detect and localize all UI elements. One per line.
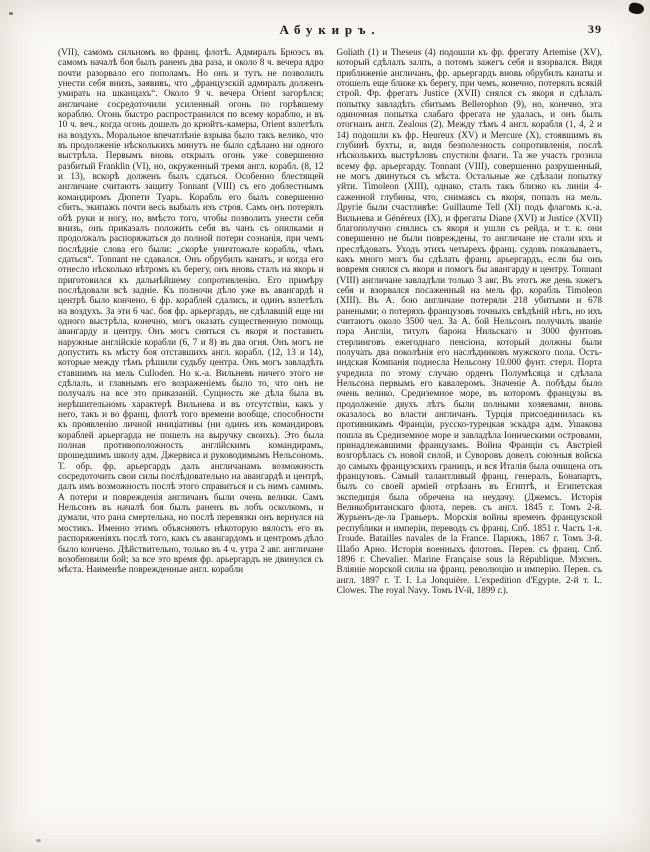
running-head	[58, 22, 602, 40]
text-columns	[58, 48, 602, 838]
scan-speck-bottom-left	[36, 839, 41, 842]
scan-speck-top-left	[9, 12, 13, 15]
right-column-text: Goliath (1) и Theseus (4) подошли къ фр. фрегату Artemise (XV), который сдѣлалъ залпъ, а потомъ зажегъ себя и взорвался. Видя приближеніе англичанъ, фр. арьергардъ вновь обрубилъ канаты и отошелъ еще ближе къ берегу, при чемъ, конечно, потерялъ всякій строй. Фр. фрегатъ Justice (XVII) снялся съ якоря и сдѣлалъ попытку завладѣть сбитымъ Bellerophon (9), но, конечно, эта одиночная попытка слабаго фрегата не удалась, и онъ былъ отогнанъ англ. Zealous (2). Между тѣмъ 4 англ. корабля (1, 4, 2 и 14) подошли къ фр. Heureux (XV) и Mercure (X), стоявшимъ въ глубинѣ бухты, и, видя безполезность сопротивленія, послѣ нѣсколькихъ выстрѣловъ спустили флаги. Та же участь грозила всему фр. арьергарду. Tonnant (VIII), совершенно разрушенный, не могъ двинуться съ мѣста. Остальные же сдѣлали попытку уйти. Timoleon (XIII), однако, сталъ такъ близко къ линіи 4-саженной глубины, что, снимаясь съ якоря, попалъ на мель. Другіе были счастливѣе: Guillaume Tell (XI) подъ флагомъ к.-а. Вильнева и Généreux (IX), и фрегаты Diane (XVI) и Justice (XVII) благополучно снялись съ якоря и ушли съ рейда, и т. к. они совершенно не были повреждены, то англичане не стали ихъ и преслѣдовать. Уходъ этихъ четырехъ франц. судовъ показываетъ, какъ много могъ бы сдѣлать франц. арьергардъ, если бы онъ вовремя снялся съ якоря и помогъ бы авангарду и центру. Tonnant (VIII) англичане завладѣли только 3 авг. Въ этотъ же день зажегъ себя и взорвался посаженный на мель фр. корабль Timoleon (XIII). Въ А. бою англичане потеряли 218 убитыми и 678 ранеными; о потеряхъ французовъ точныхъ свѣдѣній нѣтъ, но ихъ считаютъ около 3500 чел. За А. бой Нельсонъ получилъ званіе пэра Англіи, титулъ барона Нильскаго и 3000 фунтовъ стерлинговъ ежегоднаго пенсіона, который должны были получать два поколѣнія его наслѣдниковъ мужского пола. Остъ-индская Компанія поднесла Нельсону 10.000 фунт. стерл. Порта учредила по этому случаю орденъ Полумѣсяца и сдѣлала Нельсона первымъ его кавалеромъ. Значеніе А. побѣды было очень велико. Средиземное море, въ которомъ французы въ продолженіе двухъ лѣтъ были полными хозяевами, вновь оказалось во власти англичанъ. Турція присоединилась къ противникамъ Франціи, русско-турецкая эскадра адм. Ушакова пошла въ Средиземное море и завладѣла Іоническими островами, принадлежавшими французамъ. Война Франціи съ Австріей возгорѣлась съ новой силой, и Суворовъ довелъ союзныя войска до самыхъ французскихъ границъ, и вся Италія была очищена отъ французовъ. Самый талантливый франц. генералъ, Бонапартъ, былъ со своей арміей отрѣзанъ въ Египтѣ, и Египетская экспедиція была обречена на неудачу. (Джемсъ. Исторія Великобританскаго флота, перев. съ англ. 1845 г. Томъ 2-й. Журьенъ-де-ла Гравьеръ. Морскія войны временъ французской республики и имперіи, переводъ съ франц. Спб. 1851 г. Часть 1-я. Troude. Batailles navales de la France. Парижъ, 1867 г. Томъ 3-й. Шабо Арно. Исторія военныхъ флотовъ. Перев. съ франц. Спб. 1896 г. Chevalier. Marine Française sous la République. Мэхэнъ. Вліяніе морской силы на франц. революцію и имперію. Перев. съ англ. 1897 г. Т. I. La Jonquière. L'expedition d'Egypte. 2-й т. L. Clowes. The royal Navy. Томъ IV-й, 1899 г.).	[336, 48, 602, 596]
scan-blot-top-right	[628, 2, 645, 16]
page-number: 39	[588, 22, 602, 36]
left-column-text: (VII), самомъ сильномъ во франц. флотѣ. Адмиралъ Брюэсъ въ самомъ началѣ боя былъ раненъ два раза, и около 8 ч. вечера ядро почти разорвало его пополамъ. Но онъ и тутъ не позволилъ унести себя внизъ, заявивъ, что „французскій адмиралъ долженъ умирать на шканцахъ“. Около 9 ч. вечера Orient загорѣлся; англичане сосредоточили усиленный огонь по горѣвшему кораблю. Огонь быстро распространился по всему кораблю, и въ 10 ч. веч., когда огонь дошелъ до крюйтъ-камеры, Orient взлетѣлъ на воздухъ. Моральное впечатлѣніе взрыва было такъ велико, что въ продолженіе нѣсколькихъ минутъ не было сдѣлано ни одного выстрѣла. Первымъ вновь открылъ огонь уже совершенно разбитый Franklin (VI), но, окруженный тремя англ. корабл. (8, 12 и 13), вскорѣ долженъ былъ сдаться. Особенно блестящей англичане считаютъ защиту Tonnant (VIII) съ его доблестнымъ командиромъ Дюпети Туаръ. Корабль его былъ совершенно сбитъ, экипажъ почти весь выбылъ изъ строя. Самъ онъ потерялъ обѣ руки и ногу, но, вмѣсто того, чтобы позволить унести себя внизъ, онъ приказалъ положить себя въ чанъ съ опилками и продолжалъ распоряжаться до полной потери сознанія, при чемъ послѣдніе слова его были: „скорѣе уничтожьте корабль, чѣмъ сдаться“. Tonnant не сдавался. Онъ обрубилъ канатъ, и когда его отнесло нѣсколько вѣтромъ къ берегу, онъ вновь сталъ на якорь и приготовился къ дальнѣйшему сопротивленію. Его примѣру послѣдовали всѣ задніе. Къ полночи дѣло уже въ авангардѣ и центрѣ было кончено. 6 фр. кораблей сдались, и одинъ взлетѣлъ на воздухъ. За эти 6 час. боя фр. арьергардъ, не сдѣлавшій еще ни одного выстрѣла, конечно, могъ оказать существенную помощь авангарду и центру. Онъ могъ сняться съ якоря и поставить наружные англійскіе корабли (6, 7 и 8) въ два огня. Онъ могъ не допустить къ мѣсту боя отставшихъ англ. корабл. (12, 13 и 14), которые между тѣмъ рѣшили судьбу центра. Онъ могъ завладѣть ставшимъ на мель Culloden. Но к.-а. Вильневъ ничего этого не сдѣлалъ, и главнымъ его возраженіемъ было то, что онъ не получалъ на все это приказаній. Сущность же дѣла была въ нерѣшительномъ характерѣ Вильнева и въ отсутствіи, какъ у него, такъ и во франц. флотѣ того времени вообще, способности къ проявленію личной иниціативы (ни одинъ изъ командировъ кораблей арьергарда не пошелъ на выручку своихъ). Это была полная противоположность англійскимъ командирамъ, прошедшимъ школу адм. Джервиса и руководимымъ Нельсономъ. Т. обр. фр. арьергардъ далъ англичанамъ возможность сосредоточить свои силы послѣдовательно на авангардѣ и центрѣ, далъ имъ возможность послѣ этого справиться и съ нимъ самимъ. А потери и поврежденія англичанъ были очень велики. Самъ Нельсонъ въ началѣ боя былъ раненъ въ лобъ осколкомъ, и думали, что рана смертельна, но послѣ перевязки онъ вернулся на мостикъ. Именно этимъ объясняютъ нѣкоторую вялость его въ распоряженіяхъ послѣ того, какъ съ авангардомъ и центромъ дѣло было кончено. Дѣйствительно, только въ 4 ч. утра 2 авг. англичане возобновили бой; за все это время фр. арьергардъ не двинулся съ мѣста. Наименѣе поврежденные англ. корабли	[58, 48, 324, 576]
page-title: Абукиръ.	[279, 22, 381, 37]
